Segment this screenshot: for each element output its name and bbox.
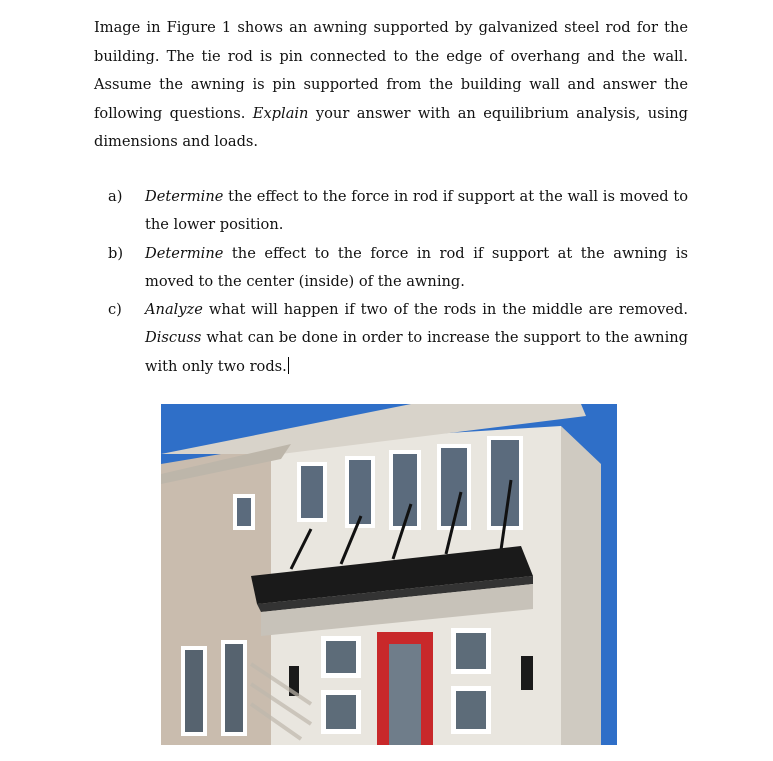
door-glass (389, 644, 421, 745)
question-list (108, 183, 688, 381)
text-cursor (288, 357, 289, 374)
list-marker: c) (108, 301, 122, 319)
figure-1-photo (161, 404, 617, 745)
question-verb-2: Discuss (145, 329, 202, 347)
question-a (108, 183, 688, 240)
wall-lamp-right (521, 656, 533, 690)
wall-side (561, 426, 601, 745)
awning-building-image (161, 404, 617, 745)
question-verb: Determine (145, 244, 224, 262)
emphasis-explain: Explain (252, 104, 309, 122)
question-verb: Determine (145, 188, 224, 205)
problem-statement: Image in Figure 1 shows an awning supported by galvanized steel rod for the building. The tie rod is pin connected to the edge of overhang and the wall. Assume the awning is pin supported from the building wall and answer the following questions. Explain your answer with an equilibrium analysis, using dimensions and loads. (94, 19, 689, 150)
question-text: the effect to the force in rod if support at the awning is moved to the center (inside) of the awning. (145, 244, 688, 290)
question-c (108, 296, 688, 381)
question-text: what will happen if two of the rods in the middle are removed. (202, 301, 688, 319)
list-marker: b) (108, 244, 124, 262)
list-marker: a) (108, 188, 123, 205)
question-b (108, 240, 688, 297)
question-verb: Analyze (145, 301, 203, 319)
question-text: the effect to the force in rod if support at the wall is moved to the lower position. (145, 188, 688, 234)
question-text-2: what can be done in order to increase the support to the awning with only two rods. (145, 329, 688, 375)
